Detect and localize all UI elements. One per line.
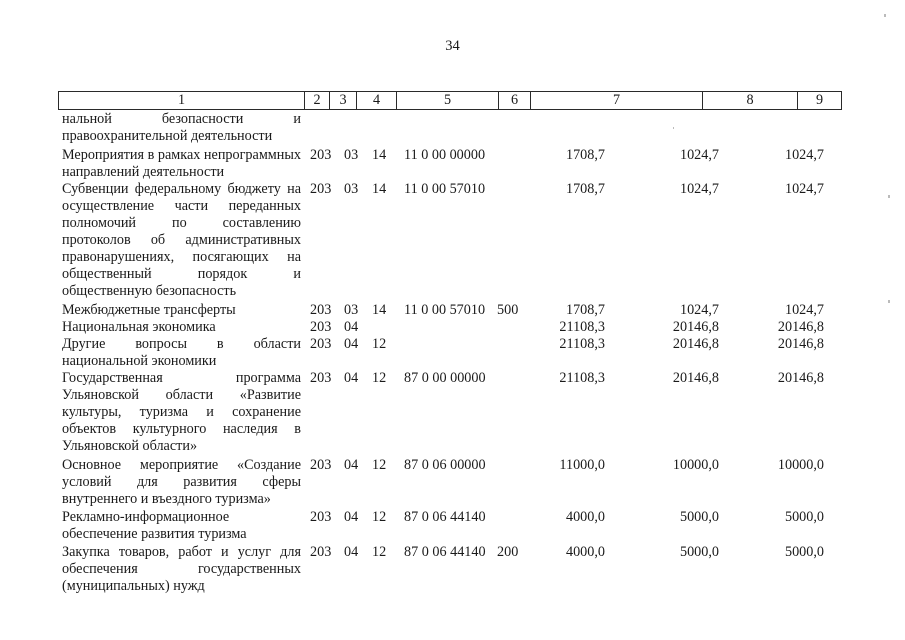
cell-col-2: 203 <box>310 181 332 197</box>
header-col-5: 5 <box>396 92 498 109</box>
cell-col-9: 20146,8 <box>777 336 824 352</box>
cell-col-5: 87 0 06 00000 <box>404 457 486 473</box>
row-description: Субвенции федеральному бюджету на осуществление части переданных полномочий по составлению протоколов об административных правонарушениях, посягающих на общественный порядок и общественную безопасность <box>62 181 301 299</box>
header-col-7: 7 <box>530 92 702 109</box>
cell-col-2: 203 <box>310 509 332 525</box>
cell-col-9: 1024,7 <box>784 181 824 197</box>
row-description: Межбюджетные трансферты <box>62 302 236 318</box>
cell-col-8: 1024,7 <box>679 147 719 163</box>
cell-col-6: 500 <box>497 302 519 318</box>
cell-col-5: 11 0 00 57010 <box>404 181 486 197</box>
cell-col-8: 5000,0 <box>679 509 719 525</box>
cell-col-3: 03 <box>344 302 359 318</box>
cell-col-3: 04 <box>344 336 359 352</box>
cell-col-8: 20146,8 <box>672 370 719 386</box>
cell-col-2: 203 <box>310 370 332 386</box>
cell-col-8: 5000,0 <box>679 544 719 560</box>
header-col-8: 8 <box>702 92 797 109</box>
header-col-6: 6 <box>498 92 530 109</box>
cell-col-4: 12 <box>372 509 387 525</box>
cell-col-2: 203 <box>310 336 332 352</box>
cell-col-2: 203 <box>310 319 332 335</box>
cell-col-4: 14 <box>372 147 387 163</box>
cell-col-3: 04 <box>344 319 359 335</box>
cell-col-4: 12 <box>372 336 387 352</box>
cell-col-5: 87 0 06 44140 <box>404 509 486 525</box>
cell-col-4: 14 <box>372 181 387 197</box>
cell-col-7: 11000,0 <box>559 457 605 473</box>
cell-col-5: 87 0 00 00000 <box>404 370 486 386</box>
cell-col-7: 21108,3 <box>559 319 605 335</box>
header-col-3: 3 <box>329 92 356 109</box>
cell-col-7: 21108,3 <box>559 336 605 352</box>
row-description: Мероприятия в рамках непрограммных направлений деятельности <box>62 147 301 180</box>
cell-col-8: 20146,8 <box>672 319 719 335</box>
row-description: Закупка товаров, работ и услуг для обеспечения государственных (муниципальных) нужд <box>62 544 301 594</box>
cell-col-5: 87 0 06 44140 <box>404 544 486 560</box>
cell-col-3: 03 <box>344 181 359 197</box>
cell-col-6: 200 <box>497 544 519 560</box>
header-col-4: 4 <box>356 92 396 109</box>
row-description: Другие вопросы в области национальной экономики <box>62 336 301 369</box>
cell-col-9: 5000,0 <box>784 509 824 525</box>
cell-col-7: 4000,0 <box>565 509 605 525</box>
header-col-2: 2 <box>304 92 329 109</box>
table-header <box>58 91 842 110</box>
cell-col-9: 10000,0 <box>777 457 824 473</box>
cell-col-7: 1708,7 <box>565 181 605 197</box>
cell-col-3: 04 <box>344 509 359 525</box>
cell-col-3: 03 <box>344 147 359 163</box>
cell-col-2: 203 <box>310 544 332 560</box>
cell-col-9: 1024,7 <box>784 302 824 318</box>
row-description: Основное мероприятие «Создание условий для развития сферы внутреннего и въездного туризма» <box>62 457 301 507</box>
scan-speck <box>888 300 890 303</box>
cell-col-3: 04 <box>344 544 359 560</box>
scan-speck <box>673 127 674 129</box>
cell-col-4: 12 <box>372 457 387 473</box>
scan-speck <box>888 195 890 198</box>
row-description: нальной безопасности и правоохранительной деятельности <box>62 111 301 144</box>
cell-col-8: 20146,8 <box>672 336 719 352</box>
cell-col-8: 1024,7 <box>679 302 719 318</box>
cell-col-8: 1024,7 <box>679 181 719 197</box>
cell-col-7: 1708,7 <box>565 147 605 163</box>
cell-col-3: 04 <box>344 457 359 473</box>
cell-col-2: 203 <box>310 147 332 163</box>
cell-col-3: 04 <box>344 370 359 386</box>
row-description: Государственная программа Ульяновской области «Развитие культуры, туризма и сохранение объектов культурного наследия в Ульяновской области» <box>62 370 301 454</box>
header-col-9: 9 <box>797 92 841 109</box>
cell-col-8: 10000,0 <box>672 457 719 473</box>
row-description: Рекламно-информационное обеспечение развития туризма <box>62 509 247 542</box>
page-number: 34 <box>445 38 460 54</box>
cell-col-9: 20146,8 <box>777 370 824 386</box>
row-description: Национальная экономика <box>62 319 216 335</box>
cell-col-4: 12 <box>372 370 387 386</box>
cell-col-5: 11 0 00 57010 <box>404 302 486 318</box>
cell-col-5: 11 0 00 00000 <box>404 147 486 163</box>
cell-col-9: 1024,7 <box>784 147 824 163</box>
cell-col-2: 203 <box>310 302 332 318</box>
cell-col-7: 21108,3 <box>559 370 605 386</box>
cell-col-7: 1708,7 <box>565 302 605 318</box>
scan-speck <box>884 14 886 17</box>
cell-col-9: 20146,8 <box>777 319 824 335</box>
cell-col-4: 12 <box>372 544 387 560</box>
cell-col-9: 5000,0 <box>784 544 824 560</box>
header-col-1: 1 <box>177 92 186 108</box>
cell-col-4: 14 <box>372 302 387 318</box>
cell-col-2: 203 <box>310 457 332 473</box>
cell-col-7: 4000,0 <box>565 544 605 560</box>
